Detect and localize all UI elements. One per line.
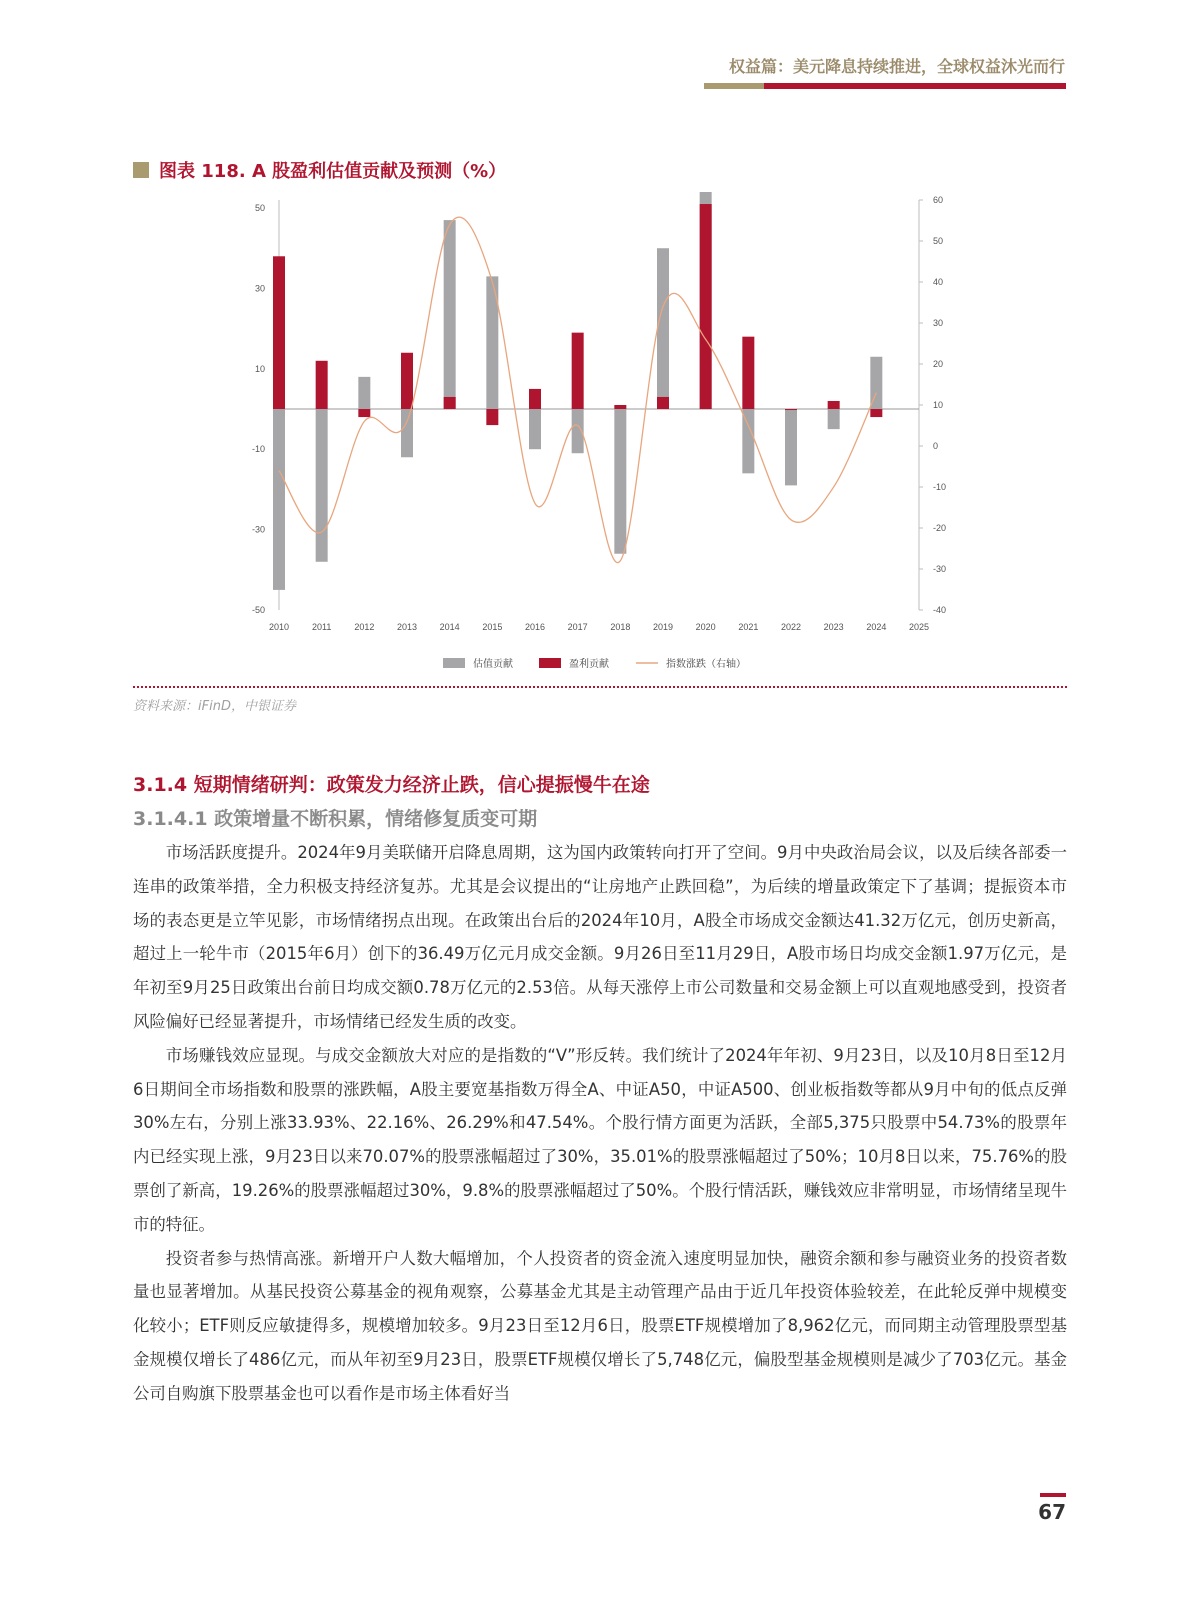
right-tick-label: 30: [933, 318, 944, 328]
right-tick-label: -20: [933, 523, 947, 533]
left-tick-label: 30: [254, 283, 265, 294]
header-rule: [704, 83, 1066, 89]
x-tick-label: 2025: [908, 622, 930, 632]
figure-title-marker: [133, 162, 149, 178]
x-tick-label: 2010: [268, 622, 290, 632]
paragraph: 市场活跃度提升。2024年9月美联储开启降息周期，这为国内政策转向打开了空间。9月中央政治局会议，以及后续各部委一连串的政策举措，全力积极支持经济复苏。尤其是会议提出的“让房地产止跌回稳”，为后续的增量政策定下了基调；提振资本市场的表态更是立竿见影，市场情绪拐点出现。在政策出台后的2024年10月，A股全市场成交金额达41.32万亿元，创历史新高，超过上一轮牛市（2015年6月）创下的36.49万亿元月成交金额。9月26日至11月29日，A股市场日均成交金额1.97万亿元，是年初至9月25日政策出台前日均成交额0.78万亿元的2.53倍。从每天涨停上市公司数量和交易金额上可以直观地感受到，投资者风险偏好已经显著提升，市场情绪已经发生质的改变。: [133, 843, 1067, 1031]
right-tick-label: 0: [933, 441, 939, 451]
earnings-bar: [316, 361, 328, 409]
figure-title: [133, 157, 506, 183]
right-tick-label: -10: [933, 482, 947, 492]
left-tick-label: 50: [254, 203, 265, 214]
valuation-bar: [657, 248, 669, 409]
page-number: 67: [1038, 1500, 1066, 1524]
x-tick-label: 2023: [823, 622, 844, 632]
earnings-bar: [614, 405, 626, 409]
right-tick-label: -30: [933, 564, 947, 574]
valuation-bar: [444, 220, 456, 409]
earnings-bar: [273, 256, 285, 409]
x-tick-label: 2013: [396, 622, 418, 632]
x-tick-label: 2024: [866, 622, 887, 632]
valuation-bar: [273, 409, 285, 590]
x-tick-label: 2015: [482, 622, 503, 632]
earnings-bar: [828, 401, 840, 409]
earnings-valuation-chart: [133, 192, 1067, 682]
valuation-bar: [614, 409, 626, 554]
x-tick-label: 2012: [354, 622, 375, 632]
legend-valuation-swatch: [443, 658, 465, 668]
figure-divider: [133, 686, 1067, 688]
body-text: [133, 836, 1067, 1411]
paragraph: 市场赚钱效应显现。与成交金额放大对应的是指数的“V”形反转。我们统计了2024年年初、9月23日，以及10月8日至12月6日期间全市场指数和股票的涨跌幅，A股主要宽基指数万得全A、中证A50，中证A500、创业板指数等都从9月中旬的低点反弹30%左右，分别上涨33.93%、22.16%、26.29%和47.54%。个股行情方面更为活跃，全部5,375只股票中54.73%的股票年内已经实现上涨，9月23日以来70.07%的股票涨幅超过了30%，35.01%的股票涨幅超过了50%；10月8日以来，75.76%的股票创了新高，19.26%的股票涨幅超过30%，9.8%的股票涨幅超过了50%。个股行情活跃，赚钱效应非常明显，市场情绪呈现牛市的特征。: [133, 1045, 1067, 1234]
earnings-bar: [486, 409, 498, 425]
valuation-bar: [529, 409, 541, 449]
left-tick-label: -30: [251, 524, 265, 535]
x-tick-label: 2018: [610, 622, 631, 632]
page-number-marker: [1040, 1493, 1066, 1497]
right-tick-label: 50: [933, 236, 944, 246]
right-tick-label: -40: [933, 605, 947, 615]
x-tick-label: 2022: [780, 622, 802, 632]
earnings-bar: [785, 409, 797, 410]
legend-valuation-label: 估值贡献: [473, 659, 513, 670]
x-tick-label: 2020: [695, 622, 716, 632]
earnings-bar: [657, 397, 669, 409]
legend-earnings-swatch: [539, 658, 561, 668]
x-tick-label: 2021: [738, 622, 759, 632]
x-tick-label: 2017: [567, 622, 588, 632]
figure-source: 资料来源：iFinD，中银证券: [133, 699, 296, 714]
valuation-bar: [316, 409, 328, 562]
valuation-bar: [401, 409, 413, 457]
figure-title-text: 图表 118. A 股盈利估值贡献及预测（%）: [159, 161, 507, 182]
paragraph: 投资者参与热情高涨。新增开户人数大幅增加，个人投资者的资金流入速度明显加快，融资余额和参与融资业务的投资者数量也显著增加。从基民投资公募基金的视角观察，公募基金尤其是主动管理产品由于近几年投资体验较差，在此轮反弹中规模变化较小；ETF则反应敏捷得多，规模增加较多。9月23日至12月6日，股票ETF规模增加了8,962亿元，而同期主动管理股票型基金规模仅增长了486亿元，而从年初至9月23日，股票ETF规模仅增长了5,748亿元，偏股型基金规模则是减少了703亿元。基金公司自购旗下股票基金也可以看作是市场主体看好当: [133, 1248, 1067, 1403]
x-tick-label: 2019: [652, 622, 674, 632]
left-tick-label: -10: [251, 444, 265, 455]
earnings-bar: [529, 389, 541, 409]
right-tick-label: 10: [933, 400, 944, 410]
section-heading: 3.1.4 短期情绪研判：政策发力经济止跌，信心提振慢牛在途: [133, 774, 650, 796]
x-tick-label: 2014: [439, 622, 460, 632]
valuation-bar: [828, 409, 840, 429]
right-tick-label: 20: [933, 359, 944, 369]
earnings-bar: [700, 204, 712, 409]
earnings-bar: [742, 337, 754, 409]
left-tick-label: 10: [254, 363, 265, 374]
valuation-bar: [785, 409, 797, 485]
header-rule-gold: [704, 83, 764, 89]
earnings-bar: [358, 409, 370, 417]
page-header-title: 权益篇：美元降息持续推进，全球权益沐光而行: [728, 57, 1065, 76]
legend-index-change-label: 指数涨跌（右轴）: [666, 659, 746, 670]
x-tick-label: 2016: [524, 622, 546, 632]
x-tick-label: 2011: [311, 622, 332, 632]
valuation-bar: [742, 409, 754, 473]
valuation-bar: [358, 377, 370, 409]
legend-earnings-label: 盈利贡献: [569, 659, 609, 670]
earnings-bar: [401, 353, 413, 409]
right-tick-label: 60: [933, 195, 944, 205]
header-rule-red: [764, 83, 1066, 89]
right-tick-label: 40: [933, 277, 944, 287]
earnings-bar: [444, 397, 456, 409]
earnings-bar: [870, 409, 882, 417]
earnings-bar: [572, 333, 584, 409]
subsection-heading: 3.1.4.1 政策增量不断积累，情绪修复质变可期: [133, 808, 538, 830]
left-tick-label: -50: [251, 605, 265, 615]
